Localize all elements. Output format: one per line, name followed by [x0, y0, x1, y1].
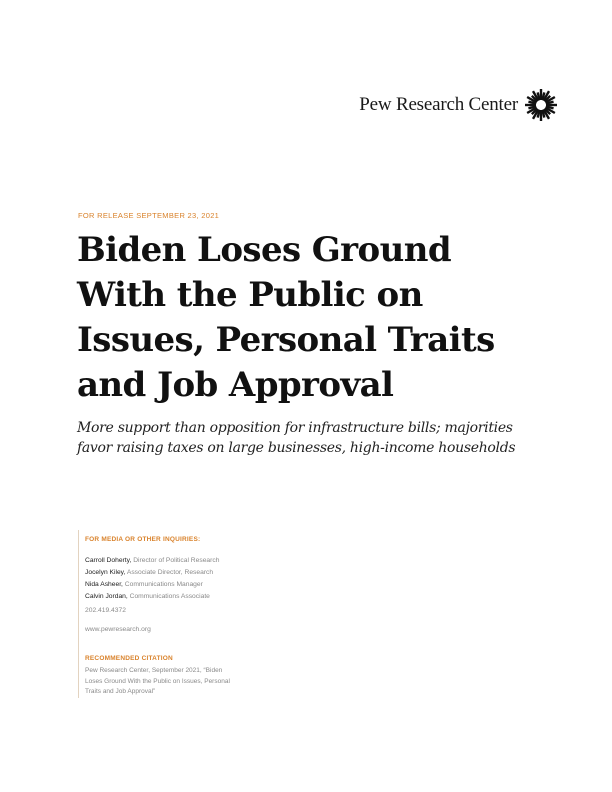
contact-people: [85, 555, 285, 603]
citation-text: [85, 666, 265, 698]
title-line: With the Public on: [77, 275, 423, 315]
title-line: and Job Approval: [77, 365, 394, 405]
contact-person: [85, 555, 285, 567]
release-date: FOR RELEASE SEPTEMBER 23, 2021: [78, 211, 220, 220]
person-role: Director of Political Research: [131, 557, 220, 564]
report-subtitle: [77, 418, 557, 458]
pew-sunburst-icon: [524, 88, 558, 122]
contact-person: [85, 591, 285, 603]
phone-number: 202.419.4372: [85, 607, 126, 614]
citation-line: Pew Research Center, September 2021, “Biden: [85, 667, 223, 674]
subtitle-line: More support than opposition for infrastructure bills; majorities: [77, 420, 513, 436]
citation-line: Loses Ground With the Public on Issues, Personal: [85, 677, 230, 685]
person-role: Communications Manager: [122, 581, 203, 588]
title-line: Issues, Personal Traits: [77, 320, 495, 360]
title-line: Biden Loses Ground: [77, 230, 451, 270]
contact-block: [78, 530, 285, 698]
subtitle-line: favor raising taxes on large businesses, high-income households: [77, 440, 516, 456]
contact-person: [85, 579, 285, 591]
website-link[interactable]: www.pewresearch.org: [85, 626, 151, 633]
person-role: Communications Associate: [127, 593, 210, 600]
logo-text: Pew Research Center: [359, 94, 518, 115]
contact-person: [85, 567, 285, 579]
report-title: [77, 228, 557, 408]
citation-line: Traits and Job Approval”: [85, 688, 156, 695]
person-name: Jocelyn Kiley,: [85, 569, 126, 576]
person-name: Calvin Jordan,: [85, 593, 128, 600]
person-name: Nida Asheer,: [85, 581, 123, 588]
person-name: Carroll Doherty,: [85, 557, 132, 564]
pew-logo: [359, 88, 558, 122]
person-role: Associate Director, Research: [125, 569, 214, 576]
media-inquiries-label: FOR MEDIA OR OTHER INQUIRIES:: [85, 536, 201, 543]
citation-label: RECOMMENDED CITATION: [85, 655, 173, 662]
